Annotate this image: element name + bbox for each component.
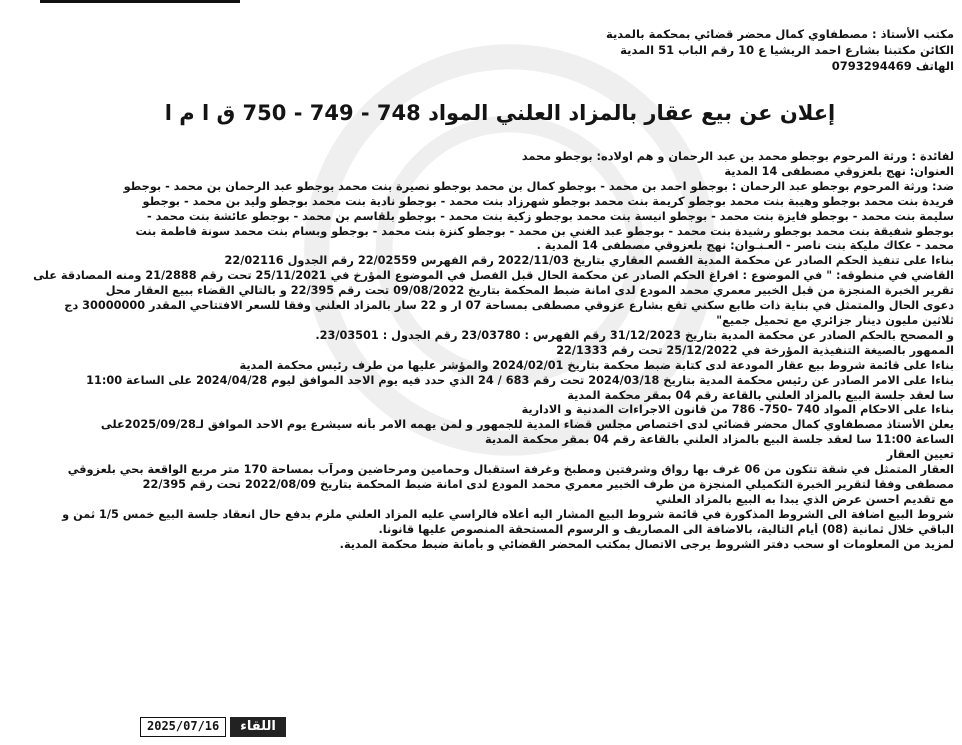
body-line: ثلاثين مليون دينار جزائري مع تحميل جميع": [716, 313, 954, 327]
body-line: دعوى الحال والمتمثل في بناية ذات طابع سكني تقع بشارع عزوقي مصطفى بمساحة 07 ار و 22 سار بالمزاد العلني وفقا للسعر الافتتاحي المقدر 30000000 دج: [64, 299, 954, 313]
body-line: و المصحح بالحكم الصادر عن محكمة المدية بتاريخ 31/12/2023 رقم الفهرس : 23/03780 رقم الجدول : 23/03501.: [315, 328, 954, 342]
body-line: القاضي في منطوقه: " في الموضوع : افراغ الحكم الصادر عن محكمة الحال قبل الفصل في الموضوع المؤرخ في 25/11/2021 تحت رقم 21/2888 ومنه المصادقة على: [33, 269, 954, 283]
newspaper-name: اللقاء: [230, 717, 286, 737]
body-line: بناءا على الاحكام المواد 740 -750- 786 من قانون الاجراءات المدنية و الادارية: [521, 403, 954, 417]
body-line: العقار المتمثل في شقة تتكون من 06 غرف بها رواق وشرفتين ومطبخ وغرفة استقبال وحمامين ومرحاضين ومرآب بمساحة 170 متر مربع الواقعة بحي بلعزوقي: [67, 463, 954, 477]
notice-body: [4, 150, 954, 552]
publication-date: 2025/07/16: [140, 717, 226, 737]
office-address: الكائن مكتبنا بشارع احمد الريشيا ع 10 رقم الباب 51 المدية: [620, 43, 954, 57]
body-line: محمد - عكاك مليكة بنت ناصر - العـنـوان: نهج بلعزوقي مصطفى 14 المدية .: [536, 239, 954, 253]
section-heading: تعيين العقار: [886, 448, 954, 462]
top-rule: [40, 0, 240, 3]
body-line: يعلن الأستاذ مصطفاوي كمال محضر قضائي لدى اختصاص مجلس قضاء المدية للجمهور و لمن يهمه الامر بأنه سيشرع يوم الاحد الموافق لـ2025/09/28على: [100, 418, 954, 432]
publication-footer: [140, 717, 286, 737]
office-name: مكتب الأستاذ : مصطفاوي كمال محضر قضائي بمحكمة بالمدية: [606, 27, 954, 41]
body-line: مصطفى وفقا لتقرير الخبرة التكميلي المنجزة من طرف الخبير معمري محمد المودع لدى امانة ضبط المحكمة بتاريخ 2022/08/09 تحت رقم 22/395: [142, 477, 954, 491]
body-line: تقرير الخبرة المنجزة من قبل الخبير معمري محمد المودع لدى امانة ضبط المحكمة بتاريخ 09/08/2022 تحت رقم 22/395 و بالتالي القضاء ببيع العقار محل: [105, 284, 954, 298]
body-line: الساعة 11:00 سا لعقد جلسة البيع بالمزاد العلني بالقاعة رقم 04 بمقر محكمة المدية: [484, 433, 954, 447]
body-line: مع تقديم احسن عرض الذي يبدا به البيع بالمزاد العلني: [655, 492, 954, 506]
notice-title: إعلان عن بيع عقار بالمزاد العلني المواد 748 - 749 - 750 ق ا م ا: [164, 101, 836, 125]
body-line: سا لعقد جلسة البيع بالمزاد العلني بالقاعة رقم 04 بمقر محكمة المدية: [567, 388, 954, 402]
body-line: بناءا على قائمة شروط بيع عقار المودعة لدى كتابة ضبط محكمة بتاريخ 2024/02/01 والمؤشر عليها من طرف رئيس محكمة المدية: [239, 358, 954, 372]
body-line: فريدة بنت محمد بوجطو وهيبة بنت محمد بوجطو كريمة بنت محمد بوجطو شهرزاد بنت محمد - بوجطو نادية بنت محمد بوجطو وليد بن محمد - بوجطو: [142, 194, 954, 208]
body-line: بناءا على تنفيذ الحكم الصادر عن محكمة المدية القسم العقاري بتاريخ 2022/11/03 رقم الفهرس 22/02559 رقم الجدول 22/02116: [224, 254, 954, 268]
body-line: شروط البيع اضافة الى الشروط المذكورة في قائمة شروط البيع المشار اليه أعلاه فالراسي عليه المزاد العلني ملزم بدفع حال انعقاد جلسة البيع خمس 1/5 ثمن و: [62, 507, 954, 521]
body-line: سليمة بنت محمد - بوجطو فايزة بنت محمد - بوجطو انيسة بنت محمد بوجطو زكية بنت محمد - بوجطو بلقاسم بن محمد - بوجطو عائشة بنت محمد -: [147, 209, 954, 223]
office-phone: الهاتف 0793294469: [831, 59, 954, 73]
body-line: لمزيد من المعلومات او سحب دفتر الشروط يرجى الاتصال بمكتب المحضر القضائي و بأمانة ضبط محكمة المدية.: [339, 537, 954, 551]
body-line: العنوان: نهج بلعزوقي مصطفى 14 المدية: [724, 164, 954, 178]
body-line: الباقي خلال ثمانية (08) أيام التالية، بالاضافة الى المصاريف و الرسوم المستحقة المنصوص عليها قانونا.: [378, 522, 954, 536]
body-line: بوجطو شفيقة بنت محمد بوجطو رشيدة بنت محمد - بوجطو عبد الغني بن محمد - بوجطو كنزة بنت محمد - بوجطو وبسام بنت محمد سونة فاطمة بنت: [135, 224, 954, 238]
bailiff-office-header: [314, 26, 954, 74]
body-line: بناءا على الامر الصادر عن رئيس محكمة المدية بتاريخ 2024/03/18 تحت رقم 683 / 24 الذي حدد فيه يوم الاحد الموافق ليوم 2024/04/28 على الساعة 11:00: [86, 373, 954, 387]
body-line: الممهور بالصيغة التنفيذية المؤرخة في 25/12/2022 تحت رقم 22/1333: [556, 343, 954, 357]
body-line: ضد: ورثة المرحوم بوجطو عبد الرحمان : بوجطو احمد بن محمد - بوجطو كمال بن محمد بوجطو نصيرة بنت محمد بوجطو عبد الرحمان بن محمد - بوجطو: [123, 179, 954, 193]
body-line: لفائدة : ورثة المرحوم بوجطو محمد بن عبد الرحمان و هم اولاده: بوجطو محمد: [521, 150, 954, 163]
